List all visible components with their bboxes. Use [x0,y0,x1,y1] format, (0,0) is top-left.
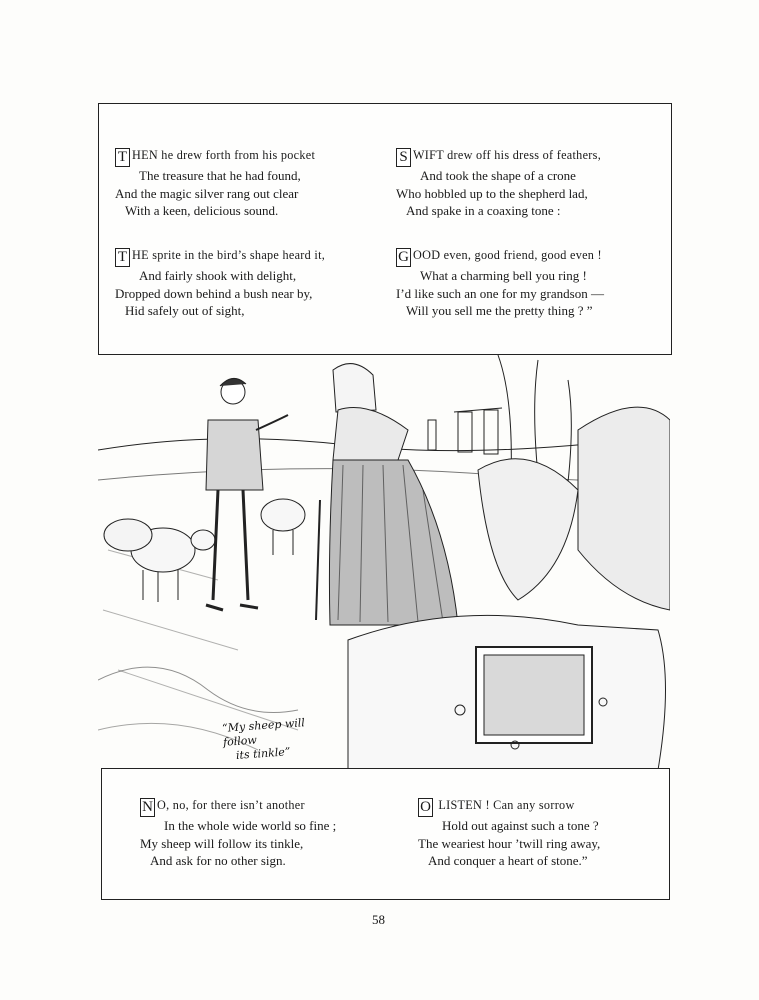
verse-line: Hold out against such a tone ? [442,818,599,833]
stanza-first-line: HEN he drew forth from his pocket [132,148,316,162]
verse-line: And spake in a coaxing tone : [406,203,561,218]
verse-line: With a keen, delicious sound. [125,203,279,218]
verse-line: In the whole wide world so fine ; [164,818,337,833]
stanza-first-line: O, no, for there isn’t another [157,798,305,812]
verse-line: And ask for no other sign. [150,853,286,868]
verse-line: And fairly shook with delight, [139,268,297,283]
drop-cap: T [115,248,130,267]
illustration-caption [222,714,335,764]
stanza-2 [396,146,601,220]
drop-cap: N [140,798,155,817]
caption-line: “My sheep will follow [221,716,306,749]
stanza-first-line: WIFT drew off his dress of feathers, [413,148,602,162]
drop-cap: O [418,798,433,817]
stanza-1 [115,146,315,220]
verse-line: My sheep will follow its tinkle, [140,835,304,851]
verse-line: Will you sell me the pretty thing ? ” [406,303,593,318]
verse-line: Hid safely out of sight, [125,303,245,318]
stanza-3 [115,246,325,320]
stanza-first-line: HE sprite in the bird’s shape heard it, [132,248,326,262]
stanza-5 [140,796,336,870]
stanza-4 [396,246,604,320]
verse-line: I’d like such an one for my grandson — [396,285,604,301]
verse-line: And conquer a heart of stone.” [428,853,588,868]
page-number: 58 [372,912,385,927]
drop-cap: T [115,148,130,167]
verse-line: Dropped down behind a bush near by, [115,285,313,301]
verse-line: Who hobbled up to the shepherd lad, [396,185,588,201]
verse-line: And took the shape of a crone [420,168,576,183]
stanza-first-line: LISTEN ! Can any sorrow [435,798,575,812]
verse-line: And the magic silver rang out clear [115,185,299,201]
verse-line: The weariest hour ’twill ring away, [418,835,601,851]
stanza-first-line: OOD even, good friend, good even ! [413,248,602,262]
drop-cap: G [396,248,411,267]
caption-line: its tinkle” [235,745,291,762]
drop-cap: S [396,148,411,167]
verse-line: The treasure that he had found, [139,168,301,183]
shepherd-and-crone-illustration [98,350,670,770]
stanza-6 [418,796,600,870]
verse-line: What a charming bell you ring ! [420,268,587,283]
